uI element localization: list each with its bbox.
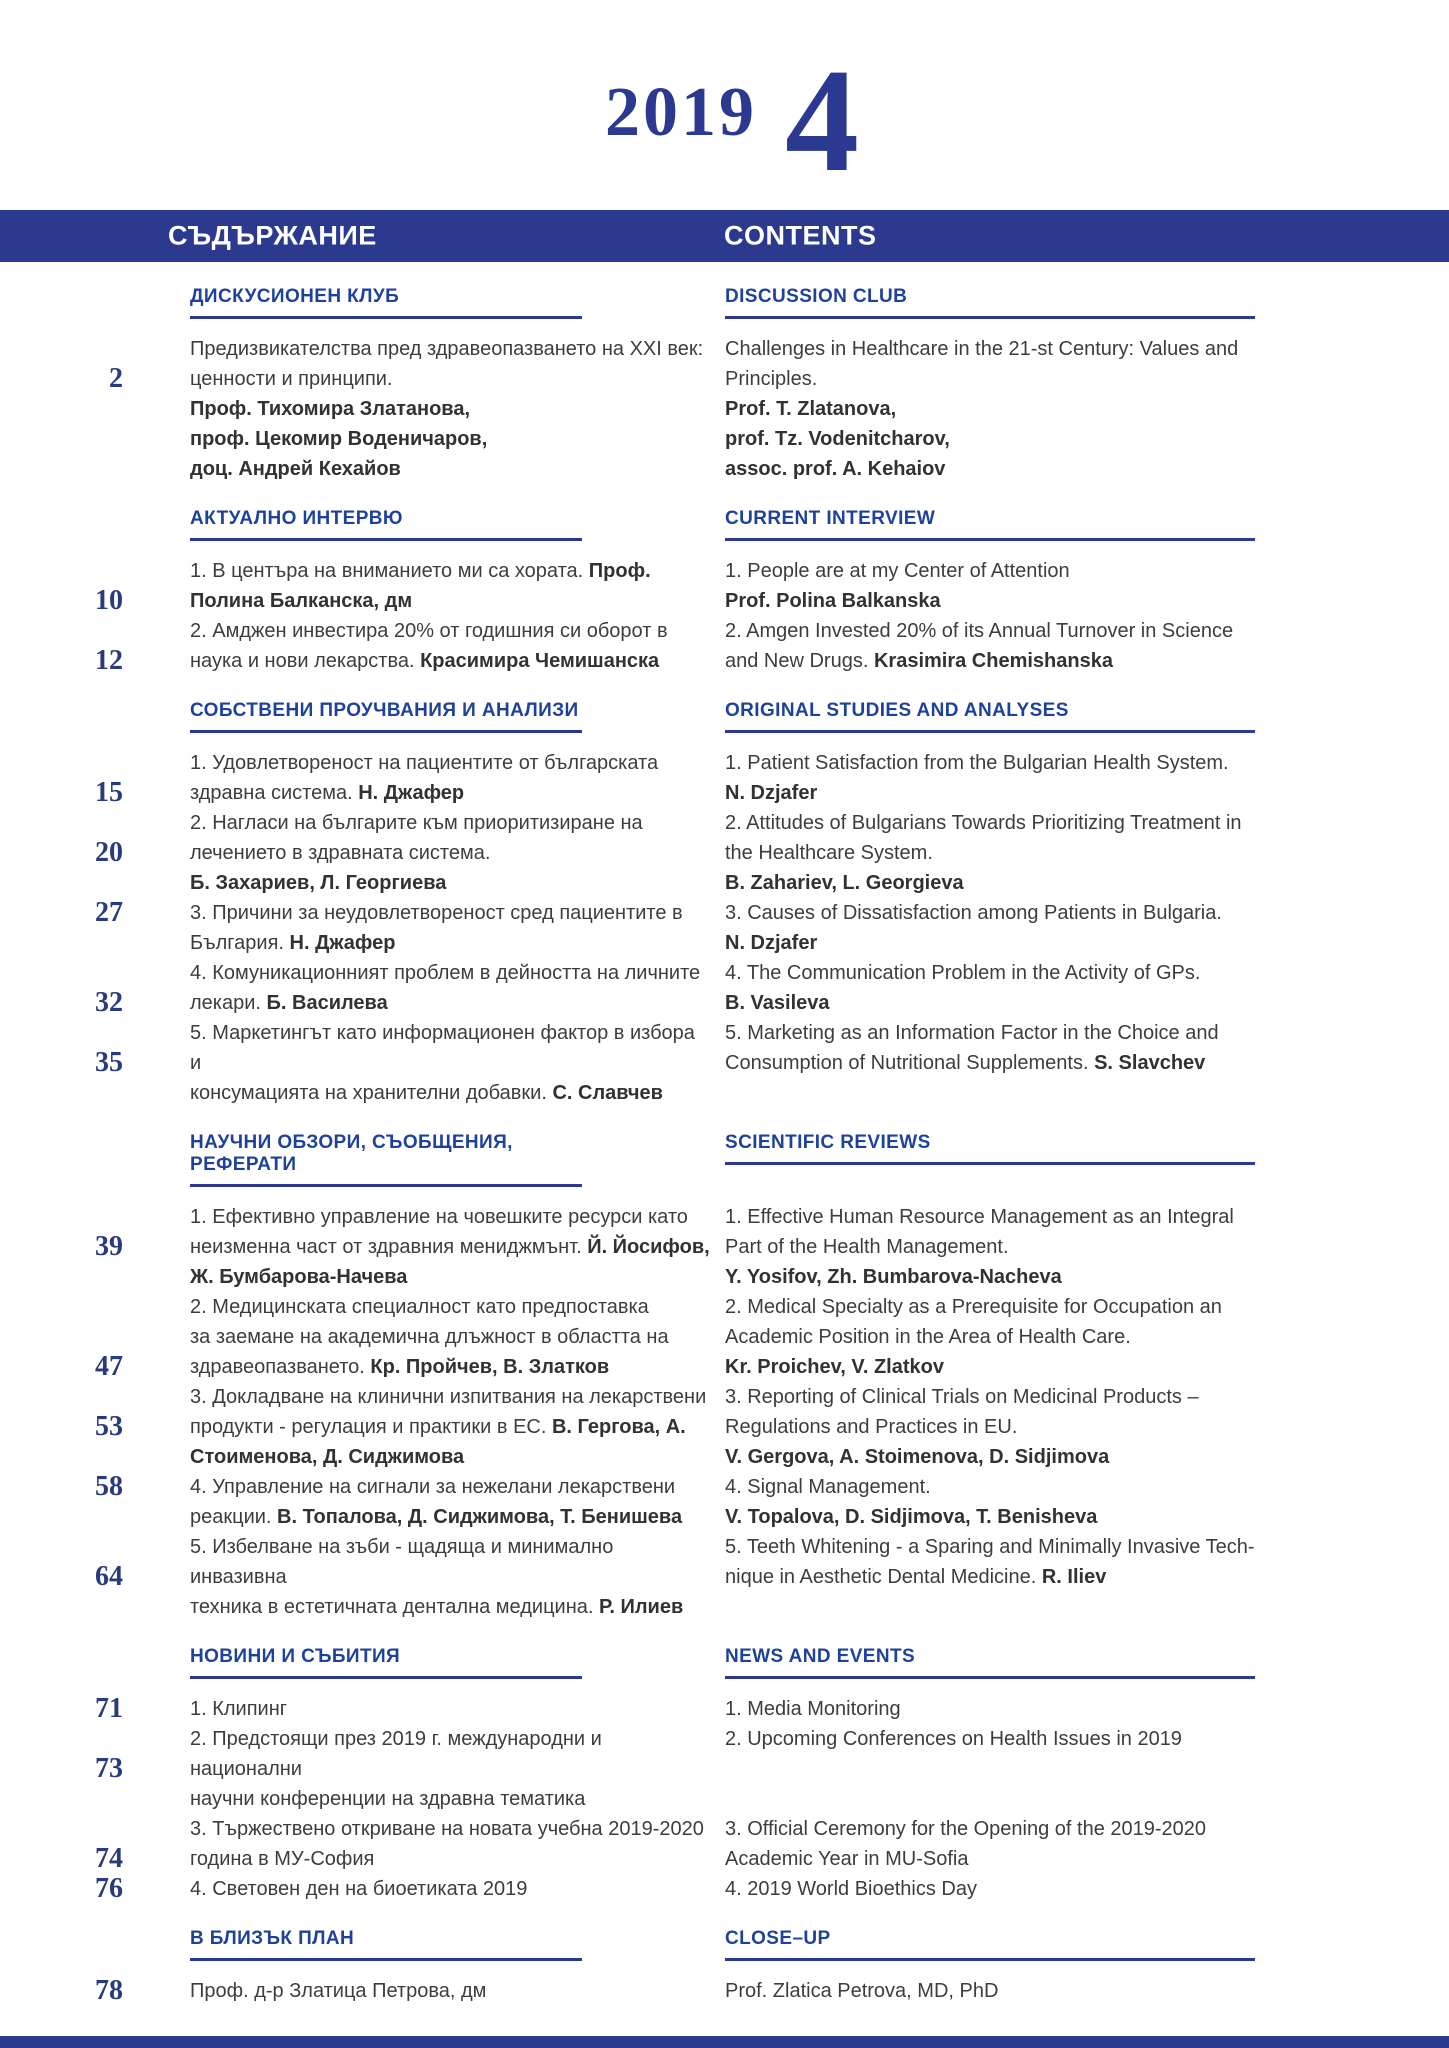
- entry-text-bg: 5. Маркетингът като информационен фактор в избора и консумацията на хранителни добавки. С. Славчев: [190, 1022, 695, 1104]
- section-header-en: CURRENT INTERVIEW: [725, 508, 1255, 541]
- section-original-studies: [85, 700, 1449, 1108]
- toc-entry: [85, 1018, 1449, 1108]
- banner-title-english: CONTENTS: [724, 220, 877, 251]
- entry-text-en: 4. Signal Management. V. Topalova, D. Sidjimova, T. Benisheva: [725, 1476, 1098, 1528]
- toc-entry: [85, 808, 1449, 898]
- toc-entry: [85, 958, 1449, 1018]
- toc-entry: [85, 748, 1449, 808]
- entry-text-en: 1. People are at my Center of Attention Prof. Polina Balkanska: [725, 560, 1070, 612]
- issue-number: 4: [785, 39, 859, 203]
- entry-page-number: 32: [95, 987, 123, 1018]
- toc-entry: [85, 616, 1449, 676]
- section-header-bg: НОВИНИ И СЪБИТИЯ: [190, 1646, 582, 1679]
- toc-entry: [85, 1976, 1449, 2006]
- entry-text-bg: 1. Удовлетвореност на пациентите от българската здравна система. Н. Джафер: [190, 752, 659, 804]
- entry-text-en: 4. The Communication Problem in the Activity of GPs. B. Vasileva: [725, 962, 1201, 1014]
- section-header-bg: ДИСКУСИОНЕН КЛУБ: [190, 286, 582, 319]
- toc-entry: [85, 1202, 1449, 1292]
- bottom-accent-bar: [0, 2036, 1449, 2048]
- entry-text-bg: 4. Управление на сигнали за нежелани лекарствени реакции. В. Топалова, Д. Сиджимова, Т. Бенишева: [190, 1476, 683, 1528]
- section-header-en: CLOSE–UP: [725, 1928, 1255, 1961]
- section-header-en: SCIENTIFIC REVIEWS: [725, 1132, 1255, 1165]
- section-header-en: ORIGINAL STUDIES AND ANALYSES: [725, 700, 1255, 733]
- section-header-en: NEWS AND EVENTS: [725, 1646, 1255, 1679]
- entry-text-en: 4. 2019 World Bioethics Day: [725, 1878, 977, 1900]
- entry-text-bg: 4. Световен ден на биоетиката 2019: [190, 1878, 528, 1900]
- entry-text-en: 1. Effective Human Resource Management as an Integral Part of the Health Management. Y. Yosifov, Zh. Bumbarova-Nacheva: [725, 1206, 1234, 1288]
- section-header-bg: В БЛИЗЪК ПЛАН: [190, 1928, 582, 1961]
- entry-text-bg: Проф. д-р Златица Петрова, дм: [190, 1980, 487, 2002]
- entry-text-bg: 5. Избелване на зъби - щадяща и минимално инвазивна техника в естетичната дентална медицина. Р. Илиев: [190, 1536, 684, 1618]
- entry-text-bg: 2. Нагласи на българите към приоритизиране на лечението в здравната система. Б. Захариев, Л. Георгиева: [190, 812, 643, 894]
- entry-page-number: 12: [95, 645, 123, 676]
- entry-text-bg: 3. Тържествено откриване на новата учебна 2019-2020 година в МУ-София: [190, 1818, 704, 1870]
- entry-text-en: 2. Attitudes of Bulgarians Towards Prioritizing Treatment in the Healthcare System. B. Zahariev, L. Georgieva: [725, 812, 1242, 894]
- toc-entry: [85, 1724, 1449, 1814]
- entry-page-number: 39: [95, 1231, 123, 1262]
- entry-text-en: 5. Teeth Whitening - a Sparing and Minimally Invasive Tech- nique in Aesthetic Dental Medicine. R. Iliev: [725, 1536, 1255, 1588]
- section-scientific-reviews: [85, 1132, 1449, 1622]
- section-header-bg: НАУЧНИ ОБЗОРИ, СЪОБЩЕНИЯ, РЕФЕРАТИ: [190, 1132, 582, 1187]
- entry-page-number: 64: [95, 1561, 123, 1592]
- toc-entry: [85, 1292, 1449, 1382]
- contents-banner: [0, 210, 1449, 262]
- entry-page-number: 76: [95, 1873, 123, 1904]
- entry-page-number: 78: [95, 1975, 123, 2006]
- toc-entry: [85, 898, 1449, 958]
- entry-text-bg: 2. Амджен инвестира 20% от годишния си оборот в наука и нови лекарства. Красимира Чемишанска: [190, 620, 668, 672]
- toc-entry: [85, 556, 1449, 616]
- banner-title-bulgarian: СЪДЪРЖАНИЕ: [168, 220, 377, 251]
- year-label: 2019: [605, 74, 757, 151]
- entry-text-en: 2. Medical Specialty as a Prerequisite for Occupation an Academic Position in the Area of Health Care. Kr. Proichev, V. Zlatkov: [725, 1296, 1222, 1378]
- toc-entry: [85, 1874, 1449, 1904]
- section-discussion-club: [85, 286, 1449, 484]
- toc-entry: [85, 334, 1449, 484]
- entry-text-en: 2. Amgen Invested 20% of its Annual Turnover in Science and New Drugs. Krasimira Chemishanska: [725, 620, 1234, 672]
- masthead: [0, 0, 1449, 210]
- entry-page-number: 2: [109, 363, 123, 394]
- section-header-bg: СОБСТВЕНИ ПРОУЧВАНИЯ И АНАЛИЗИ: [190, 700, 582, 733]
- entry-page-number: 73: [95, 1753, 123, 1784]
- entry-text-bg: 3. Докладване на клинични изпитвания на лекарствени продукти - регулация и практики в ЕС. В. Гергова, А. Стоименова, Д. Сиджимова: [190, 1386, 707, 1468]
- toc-entry: [85, 1472, 1449, 1532]
- section-close-up: [85, 1928, 1449, 2006]
- table-of-contents: [0, 286, 1449, 2006]
- entry-text-en: 3. Official Ceremony for the Opening of the 2019-2020 Academic Year in MU-Sofia: [725, 1818, 1207, 1870]
- entry-text-en: 3. Causes of Dissatisfaction among Patients in Bulgaria. N. Dzjafer: [725, 902, 1222, 954]
- section-current-interview: [85, 508, 1449, 676]
- entry-text-bg: Предизвикателства пред здравеопазването на XXI век: ценности и принципи. Проф. Тихомира Златанова, проф. Цекомир Воденичаров, доц. Андрей Кехайов: [190, 338, 704, 480]
- entry-page-number: 74: [95, 1843, 123, 1874]
- toc-entry: [85, 1814, 1449, 1874]
- entry-text-bg: 2. Предстоящи през 2019 г. международни и национални научни конференции на здравна тематика: [190, 1728, 602, 1810]
- entry-text-bg: 1. Ефективно управление на човешките ресурси като неизменна част от здравния мениджмънт. Й. Йосифов, Ж. Бумбарова-Начева: [190, 1206, 710, 1288]
- entry-page-number: 47: [95, 1351, 123, 1382]
- entry-text-en: Challenges in Healthcare in the 21-st Century: Values and Principles. Prof. T. Zlatanova, prof. Tz. Vodenitcharov, assoc. prof. A. Kehaiov: [725, 338, 1239, 480]
- toc-entry: [85, 1532, 1449, 1622]
- entry-page-number: 35: [95, 1047, 123, 1078]
- section-news-and-events: [85, 1646, 1449, 1904]
- entry-text-en: 1. Patient Satisfaction from the Bulgarian Health System. N. Dzjafer: [725, 752, 1229, 804]
- section-header-en: DISCUSSION CLUB: [725, 286, 1255, 319]
- toc-entry: [85, 1382, 1449, 1472]
- entry-text-en: 2. Upcoming Conferences on Health Issues in 2019: [725, 1728, 1182, 1750]
- toc-entry: [85, 1694, 1449, 1724]
- entry-page-number: 27: [95, 897, 123, 928]
- entry-text-bg: 1. Клипинг: [190, 1698, 288, 1720]
- entry-text-bg: 1. В центъра на вниманието ми са хората. Проф. Полина Балканска, дм: [190, 560, 651, 612]
- entry-text-en: 5. Marketing as an Information Factor in the Choice and Consumption of Nutritional Supplements. S. Slavchev: [725, 1022, 1219, 1074]
- section-header-bg: АКТУАЛНО ИНТЕРВЮ: [190, 508, 582, 541]
- entry-page-number: 10: [95, 585, 123, 616]
- entry-page-number: 20: [95, 837, 123, 868]
- entry-text-en: Prof. Zlatica Petrova, MD, PhD: [725, 1980, 999, 2002]
- entry-page-number: 53: [95, 1411, 123, 1442]
- entry-page-number: 71: [95, 1693, 123, 1724]
- entry-page-number: 58: [95, 1471, 123, 1502]
- entry-text-bg: 4. Комуникационният проблем в дейността на личните лекари. Б. Василева: [190, 962, 701, 1014]
- entry-text-en: 1. Media Monitoring: [725, 1698, 901, 1720]
- entry-page-number: 15: [95, 777, 123, 808]
- entry-text-bg: 2. Медицинската специалност като предпоставка за заемане на академична длъжност в областта на здравеопазването. Кр. Пройчев, В. Златков: [190, 1296, 669, 1378]
- entry-text-en: 3. Reporting of Clinical Trials on Medicinal Products – Regulations and Practices in EU. V. Gergova, A. Stoimenova, D. Sidjimova: [725, 1386, 1199, 1468]
- entry-text-bg: 3. Причини за неудовлетвореност сред пациентите в България. Н. Джафер: [190, 902, 683, 954]
